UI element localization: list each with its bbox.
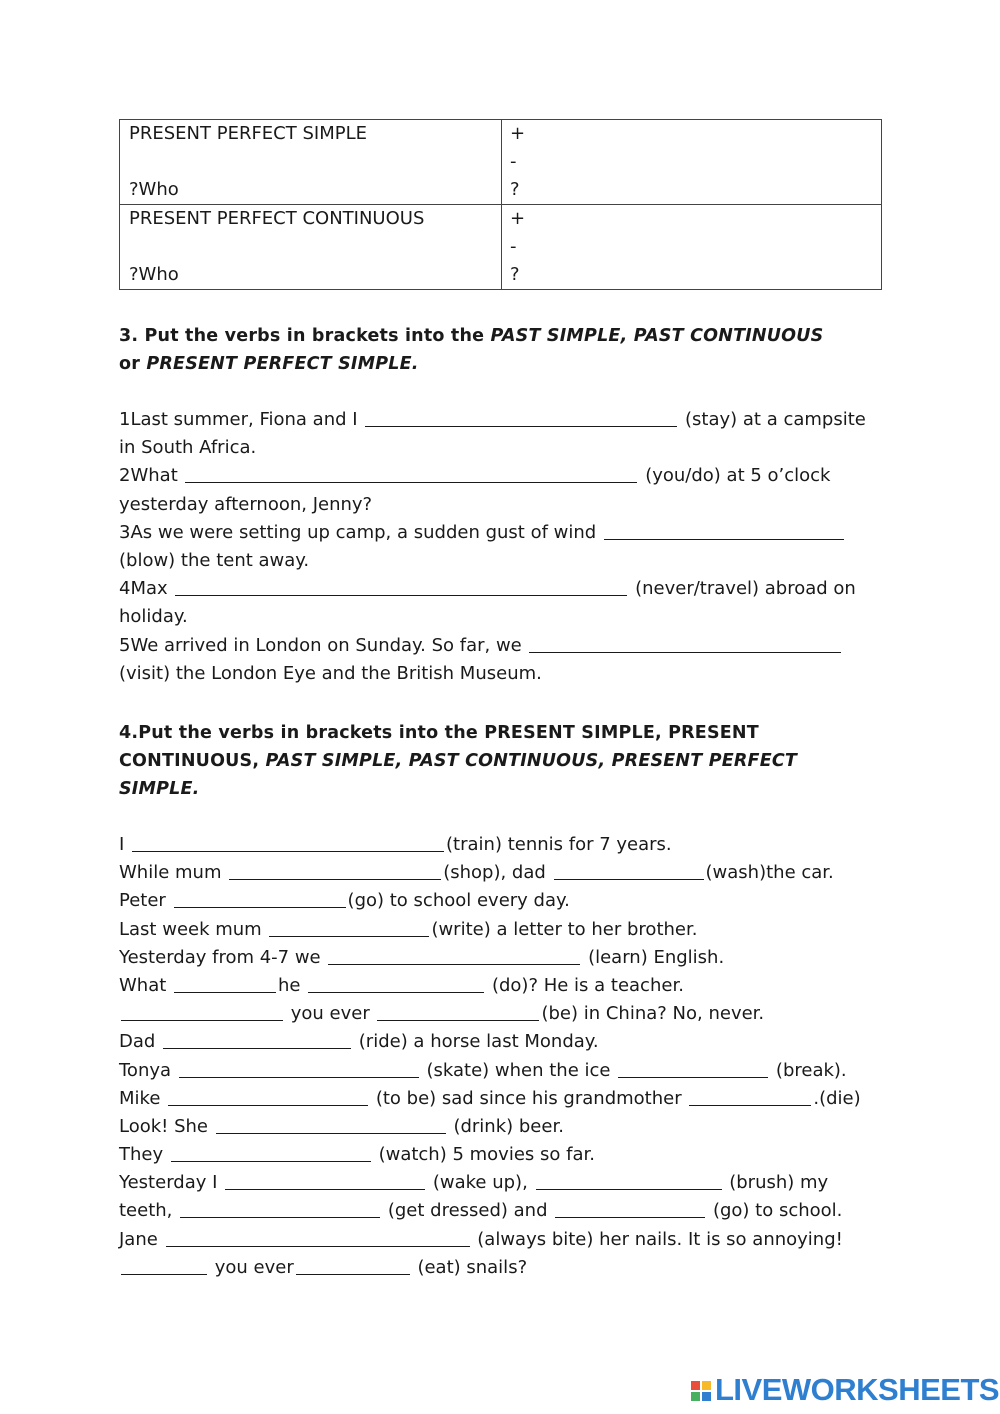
exercise-line xyxy=(119,1028,884,1056)
exercise-line xyxy=(119,831,884,859)
minus-sign: - xyxy=(510,236,517,257)
exercise-text: (ride) a horse last Monday. xyxy=(353,1031,599,1053)
answer-blank[interactable] xyxy=(554,863,704,880)
minus-sign: - xyxy=(510,151,517,172)
answer-blank[interactable] xyxy=(180,1201,380,1218)
exercise-text: (you/do) at 5 o’clock xyxy=(639,465,831,487)
answer-blank[interactable] xyxy=(175,579,627,596)
answer-blank[interactable] xyxy=(308,976,484,993)
tense-name-cell xyxy=(120,120,502,205)
exercise-text: holiday. xyxy=(119,606,188,628)
answer-blank[interactable] xyxy=(229,863,441,880)
who-label: ?Who xyxy=(129,179,179,200)
exercise-text: (write) a letter to her brother. xyxy=(431,918,698,940)
exercise-text: Mike xyxy=(119,1087,167,1109)
exercise-text: Peter xyxy=(119,890,172,912)
exercise-text: Dad xyxy=(119,1031,162,1053)
exercise-text: (do)? He is a teacher. xyxy=(486,974,684,996)
answer-blank[interactable] xyxy=(179,1061,419,1078)
plus-sign: + xyxy=(510,208,526,229)
answer-blank[interactable] xyxy=(185,466,637,483)
answer-blank[interactable] xyxy=(174,976,276,993)
table-row xyxy=(120,205,882,290)
liveworksheets-logo-icon xyxy=(690,1378,714,1402)
answer-blank[interactable] xyxy=(529,636,841,653)
exercise-text: (skate) when the ice xyxy=(420,1059,617,1081)
exercise-text: Jane xyxy=(119,1228,164,1250)
who-label: ?Who xyxy=(129,264,179,285)
exercise-text: 1Last summer, Fiona and I xyxy=(119,409,364,430)
tense-name: PRESENT PERFECT SIMPLE xyxy=(129,123,367,144)
exercise-text: 4Max xyxy=(119,578,174,600)
task4-heading: 4.Put the verbs in brackets into the PRESENT SIMPLE, PRESENT CONTINUOUS, PAST SIMPLE, PAST CONTINUOUS, PRESENT PERFECT SIMPLE. xyxy=(119,723,798,799)
exercise-text: (learn) English. xyxy=(582,946,725,968)
exercise-line xyxy=(119,1254,884,1282)
exercise-line xyxy=(119,1226,884,1254)
answer-blank[interactable] xyxy=(365,410,677,427)
tense-forms-cell[interactable] xyxy=(502,205,882,290)
exercise-text: 2What xyxy=(119,465,184,487)
exercise-text: (brush) my xyxy=(723,1172,829,1194)
exercise-line xyxy=(119,632,884,660)
exercise-line xyxy=(119,1085,884,1113)
answer-blank[interactable] xyxy=(377,1004,539,1021)
exercise-text: (get dressed) and xyxy=(382,1200,554,1222)
answer-blank[interactable] xyxy=(174,891,346,908)
exercise-line xyxy=(119,859,884,887)
liveworksheets-watermark xyxy=(690,1372,1000,1407)
answer-blank[interactable] xyxy=(689,1089,811,1106)
exercise-text: What xyxy=(119,974,173,996)
answer-blank[interactable] xyxy=(555,1201,705,1218)
tense-name: PRESENT PERFECT CONTINUOUS xyxy=(129,208,425,229)
exercise-text: (shop), dad xyxy=(443,862,552,884)
exercise-line xyxy=(119,1057,884,1085)
exercise-text: (stay) at a campsite xyxy=(679,409,866,430)
exercise-text: (go) to school every day. xyxy=(347,890,570,912)
table-row xyxy=(120,120,882,205)
exercise-line xyxy=(119,1197,884,1225)
exercise-line xyxy=(119,434,884,462)
answer-blank[interactable] xyxy=(225,1173,425,1190)
exercise-text: (be) in China? No, never. xyxy=(541,1003,765,1025)
exercise-text: Tonya xyxy=(119,1059,177,1081)
exercise-text: (wake up), xyxy=(427,1172,534,1194)
exercise-text: in South Africa. xyxy=(119,437,257,459)
task3-heading: 3. Put the verbs in brackets into the PAST SIMPLE, PAST CONTINUOUS or PRESENT PERFECT SIMPLE. xyxy=(119,326,824,374)
exercise-line xyxy=(119,519,884,547)
question-sign: ? xyxy=(510,179,520,200)
exercise-text: you ever xyxy=(209,1256,294,1278)
tense-forms-cell[interactable] xyxy=(502,120,882,205)
answer-blank[interactable] xyxy=(536,1173,722,1190)
exercise-line xyxy=(119,462,884,490)
exercise-text: (drink) beer. xyxy=(447,1115,564,1137)
exercise-text: (go) to school. xyxy=(707,1200,843,1222)
answer-blank[interactable] xyxy=(216,1117,446,1134)
answer-blank[interactable] xyxy=(132,835,444,852)
plus-sign: + xyxy=(510,123,526,144)
tense-name-cell xyxy=(120,205,502,290)
answer-blank[interactable] xyxy=(168,1089,368,1106)
exercise-text: he xyxy=(278,974,307,996)
task3-exercise xyxy=(119,406,884,688)
exercise-line xyxy=(119,1000,884,1028)
answer-blank[interactable] xyxy=(296,1258,410,1275)
task4-exercise xyxy=(119,831,884,1282)
exercise-text: (wash)the car. xyxy=(705,862,834,884)
exercise-line xyxy=(119,972,884,1000)
answer-blank[interactable] xyxy=(604,523,844,540)
exercise-line xyxy=(119,575,884,603)
exercise-text: 5We arrived in London on Sunday. So far, we xyxy=(119,634,528,656)
tense-table xyxy=(119,119,882,290)
exercise-text: Yesterday I xyxy=(119,1172,224,1194)
watermark-text: LIVEWORKSHEETS xyxy=(715,1372,1000,1407)
answer-blank[interactable] xyxy=(269,920,429,937)
exercise-text: (never/travel) abroad on xyxy=(629,578,856,600)
exercise-text: Look! She xyxy=(119,1115,214,1137)
exercise-text: 3As we were setting up camp, a sudden gust of wind xyxy=(119,521,602,543)
exercise-line xyxy=(119,1113,884,1141)
question-sign: ? xyxy=(510,264,520,285)
answer-blank[interactable] xyxy=(163,1032,351,1049)
answer-blank[interactable] xyxy=(171,1145,371,1162)
exercise-text: (visit) the London Eye and the British Museum. xyxy=(119,662,542,684)
exercise-text: (eat) snails? xyxy=(411,1256,528,1278)
exercise-text: you ever xyxy=(285,1003,376,1025)
answer-blank[interactable] xyxy=(618,1061,768,1078)
exercise-line xyxy=(119,547,884,575)
exercise-text: (break). xyxy=(770,1059,847,1081)
exercise-line xyxy=(119,491,884,519)
exercise-line xyxy=(119,887,884,915)
exercise-text: Yesterday from 4-7 we xyxy=(119,946,327,968)
exercise-text: .(die) xyxy=(813,1087,861,1109)
answer-blank[interactable] xyxy=(328,948,580,965)
exercise-text: (blow) the tent away. xyxy=(119,549,310,571)
exercise-text: I xyxy=(119,834,131,855)
exercise-text: While mum xyxy=(119,862,228,884)
exercise-text: They xyxy=(119,1144,169,1166)
exercise-text: Last week mum xyxy=(119,918,268,940)
exercise-line xyxy=(119,406,884,434)
exercise-text: (watch) 5 movies so far. xyxy=(372,1144,595,1166)
exercise-line xyxy=(119,944,884,972)
exercise-line xyxy=(119,603,884,631)
answer-blank[interactable] xyxy=(121,1004,283,1021)
exercise-line xyxy=(119,916,884,944)
answer-blank[interactable] xyxy=(166,1230,470,1247)
exercise-text: (to be) sad since his grandmother xyxy=(370,1087,688,1109)
exercise-text: yesterday afternoon, Jenny? xyxy=(119,493,373,515)
exercise-text: (always bite) her nails. It is so annoying! xyxy=(471,1228,843,1250)
exercise-line xyxy=(119,1169,884,1197)
exercise-text: (train) tennis for 7 years. xyxy=(446,834,672,855)
exercise-text: teeth, xyxy=(119,1200,179,1222)
exercise-line xyxy=(119,660,884,688)
answer-blank[interactable] xyxy=(121,1258,207,1275)
exercise-line xyxy=(119,1141,884,1169)
